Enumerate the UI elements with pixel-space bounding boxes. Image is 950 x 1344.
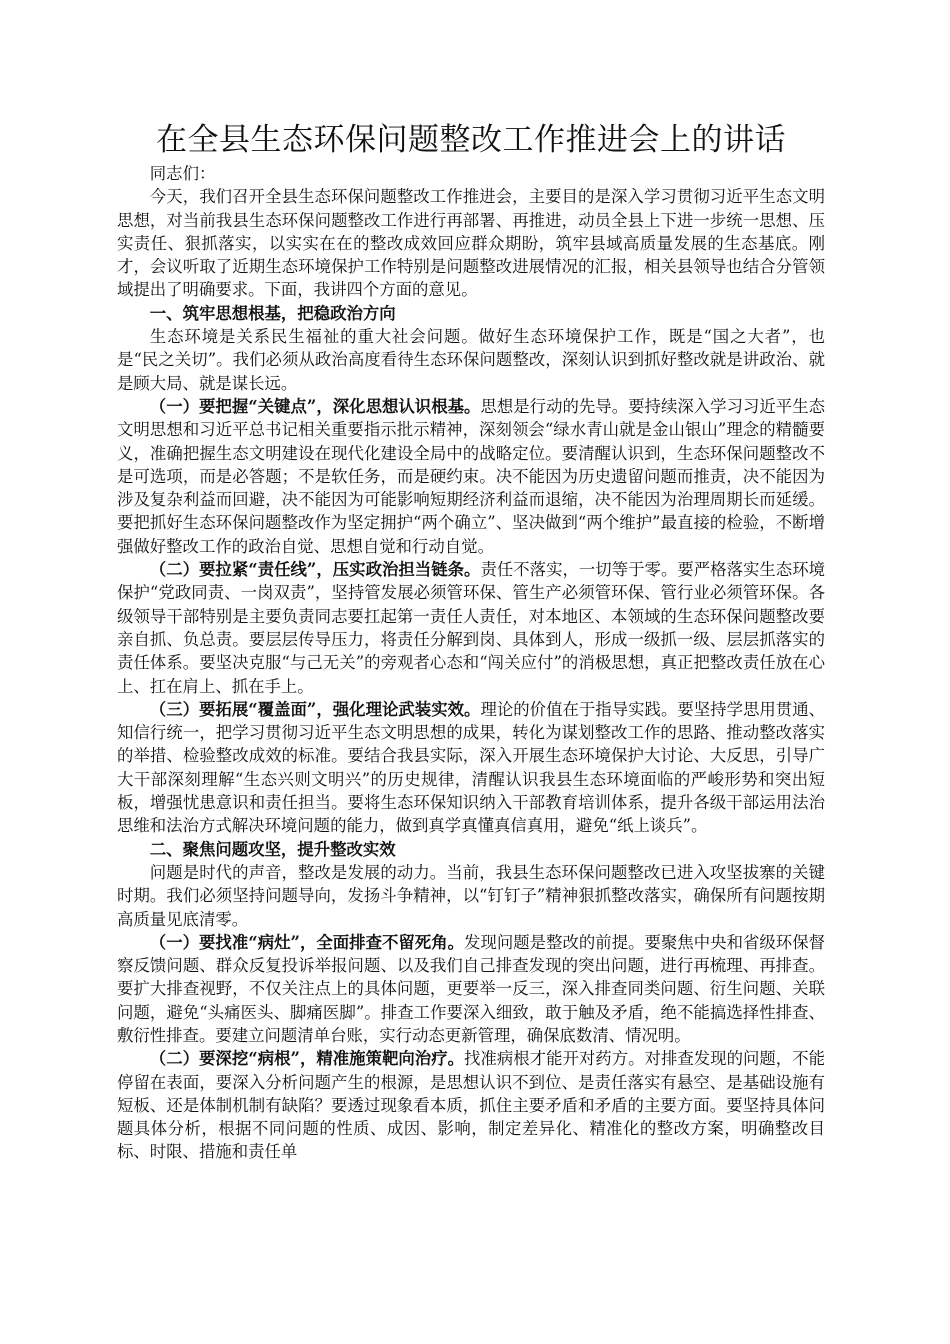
intro-paragraph: 今天，我们召开全县生态环保问题整改工作推进会，主要目的是深入学习贯彻习近平生态文明思想，对当前我县生态环保问题整改工作进行再部署、再推进，动员全县上下进一步统一思想、压实责任、狠抓落实，以实实在在的整改成效回应群众期盼，筑牢县域高质量发展的生态基底。刚才，会议听取了近期生态环境保护工作特别是问题整改进展情况的汇报，相关县领导也结合分管领域提出了明确要求。下面，我讲四个方面的意见。 (117, 187, 825, 300)
section2-point2-body: 找准病根才能开对药方。对排查发现的问题，不能停留在表面，要深入分析问题产生的根源，是思想认识不到位、是责任落实有悬空、是基础设施有短板、还是体制机制有缺陷？要透过现象看本质，抓住主要矛盾和矛盾的主要方面。要坚持具体问题具体分析，根据不同问题的性质、成因、影响，制定差异化、精准化的整改方案，明确整改目标、时限、措施和责任单 (117, 1049, 826, 1162)
section1-point2 (117, 558, 825, 698)
section2-point2 (117, 1047, 825, 1163)
section2-point1-body: 发现问题是整改的前提。要聚焦中央和省级环保督察反馈问题、群众反复投诉举报问题、以及我们自己排查发现的突出问题，进行再梳理、再排查。要扩大排查视野，不仅关注点上的具体问题，更要举一反三，深入排查同类问题、衍生问题、关联问题，避免“头痛医头、脚痛医脚”。排查工作要深入细致，敢于触及矛盾，绝不能搞选择性排查、敷衍性排查。要建立问题清单台账，实行动态更新管理，确保底数清、情况明。 (117, 932, 826, 1045)
section2-heading: 二、聚焦问题攻坚，提升整改实效 (149, 839, 396, 859)
section1-point3 (117, 698, 825, 838)
section2-point2-lead: （二）要深挖“病根”，精准施策靶向治疗。 (149, 1049, 465, 1069)
greeting: 同志们： (149, 164, 216, 183)
section1-heading: 一、筑牢思想根基，把稳政治方向 (149, 303, 396, 323)
section1-point3-lead: （三）要拓展“覆盖面”，强化理论武装实效。 (149, 699, 481, 719)
section1-point2-body: 责任不落实，一切等于零。要严格落实生态环境保护“党政同责、一岗双责”，坚持管发展必须管环保、管生产必须管环保、管行业必须管环保。各级领导干部特别是主要负责同志要扛起第一责任人责任，对本地区、本领域的生态环保问题整改要亲自抓、负总责。要层层传导压力，将责任分解到岗、具体到人，形成一级抓一级、层层抓落实的责任体系。要坚决克服“与己无关”的旁观者心态和“闯关应付”的消极思想，真正把整改责任放在心上、扛在肩上、抓在手上。 (117, 560, 826, 696)
section1-point3-body: 理论的价值在于指导实践。要坚持学思用贯通、知信行统一，把学习贯彻习近平生态文明思想的成果，转化为谋划整改工作的思路、推动整改落实的举措、检验整改成效的标准。要结合我县实际，深入开展生态环境保护大讨论、大反思，引导广大干部深刻理解“生态兴则文明兴”的历史规律，清醒认识我县生态环境面临的严峻形势和突出短板，增强忧患意识和责任担当。要将生态环保知识纳入干部教育培训体系，提升各级干部运用法治思维和法治方式解决环境问题的能力，做到真学真懂真信真用，避免“纸上谈兵”。 (117, 699, 826, 836)
document-title: 在全县生态环保问题整改工作推进会上的讲话 (156, 122, 786, 158)
section1-point1-body: 思想是行动的先导。要持续深入学习习近平生态文明思想和习近平总书记相关重要指示批示精神，深刻领会“绿水青山就是金山银山”理念的精髓要义，准确把握生态文明建设在现代化建设全局中的战略定位。要清醒认识到，生态环保问题整改不是可选项，而是必答题；不是软任务，而是硬约束。决不能因为历史遗留问题而推责，决不能因为涉及复杂利益而回避，决不能因为可能影响短期经济利益而退缩，决不能因为治理周期长而延缓。要把抓好生态环保问题整改作为坚定拥护“两个确立”、坚决做到“两个维护”最直接的检验，不断增强做好整改工作的政治自觉、思想自觉和行动自觉。 (117, 396, 826, 556)
section2-intro: 问题是时代的声音，整改是发展的动力。当前，我县生态环保问题整改已进入攻坚拔寨的关键时期。我们必须坚持问题导向，发扬斗争精神，以“钉钉子”精神狠抓整改落实，确保所有问题按期高质量见底清零。 (117, 862, 825, 929)
document-page (117, 118, 825, 1164)
section1-intro: 生态环境是关系民生福祉的重大社会问题。做好生态环境保护工作，既是“国之大者”，也是“民之关切”。我们必须从政治高度看待生态环保问题整改，深刻认识到抓好整改就是讲政治、就是顾大局、就是谋长远。 (117, 327, 825, 393)
section1-point1-lead: （一）要把握“关键点”，深化思想认识根基。 (149, 396, 481, 416)
section2-point1-lead: （一）要找准“病灶”，全面排查不留死角。 (149, 932, 465, 952)
section1-point1 (117, 395, 825, 558)
section1-point2-lead: （二）要拉紧“责任线”，压实政治担当链条。 (149, 560, 481, 580)
section2-point1 (117, 931, 825, 1047)
